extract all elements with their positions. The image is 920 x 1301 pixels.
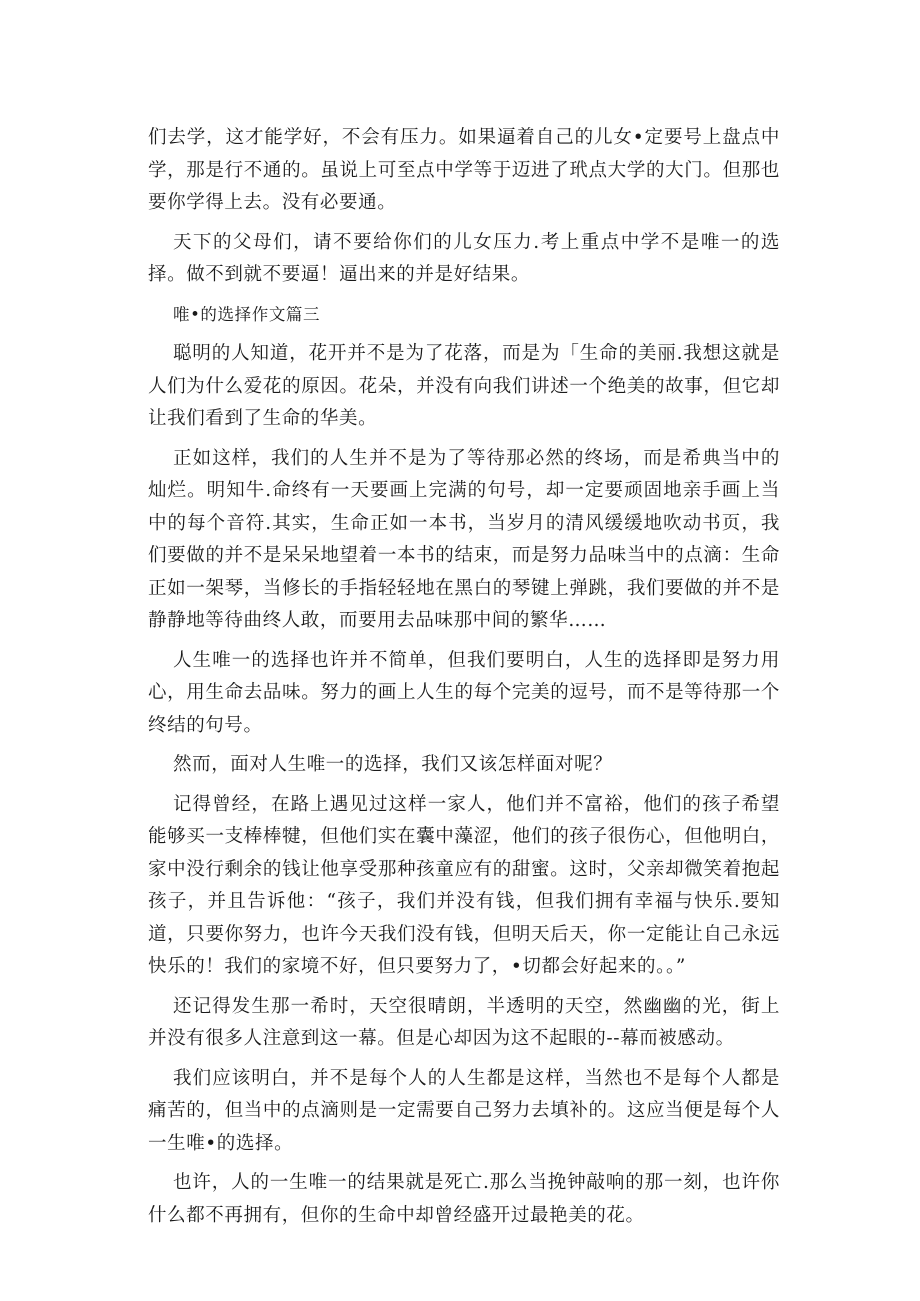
paragraph: 记得曾经，在路上遇见过这样一家人，他们并不富裕，他们的孩子希望能够买一支棒棒犍，但他们实在囊中藻涩，他们的孩子很伤心，但他明白，家中没行剩余的钱让他享受那种孩童应有的甜蜜。这时，父亲却微笑着抱起孩子，并且告诉他：“孩子，我们并没有钱，但我们拥有幸福与快乐.要知道，只要你努力，也许今天我们没有钱，但明天后天，你一定能让自己永远快乐的！我们的家境不好，但只要努力了，•切都会好起来的。。” — [148, 793, 780, 977]
paragraph-continuation: 们去学，这才能学好，不会有压力。如果逼着自己的儿女•定要号上盘点中学，那是行不通的。虽说上可至点中学等于迈进了玳点大学的大门。但那也要你学得上去。没有必要通。 — [148, 127, 780, 213]
paragraph: 还记得发生那一希时，天空很晴朗，半透明的天空，然幽幽的光，街上并没有很多人注意到这一幕。但是心却因为这不起眼的--幕而被感动。 — [148, 995, 780, 1049]
paragraph: 正如这样，我们的人生并不是为了等待那必然的终场，而是希典当中的灿烂。明知牛.命终有一天要画上完满的句号，却一定要顽固地亲手画上当中的每个音符.其实，生命正如一本书，当岁月的清风缓缓地吹动书页，我们要做的并不是呆呆地望着一本书的结束，而是努力品味当中的点滴：生命正如一架琴，当修长的手指轻轻地在黑白的琴键上弹跳，我们要做的并不是静静地等待曲终人敢，而要用去品味那中间的繁华…… — [148, 447, 780, 631]
section-heading: 唯•的选择作文篇三 — [173, 304, 321, 324]
paragraph: 人生唯一的选择也许并不简单，但我们要明白，人生的选择即是努力用心，用生命去品味。努力的画上人生的每个完美的逗号，而不是等待那一个终结的句号。 — [148, 649, 780, 736]
essay-body — [148, 122, 780, 1239]
paragraph: 天下的父母们，请不要给你们的儿女压力.考上重点中学不是唯一的选择。做不到就不要逼！逼出来的并是好结果。 — [148, 231, 780, 285]
paragraph: 我们应该明白，并不是每个人的人生都是这样，当然也不是每个人都是痛苦的，但当中的点滴则是一定需要自己努力去填补的。这应当便是每个人一生唯•的选择。 — [148, 1067, 780, 1154]
paragraph: 聪明的人知道，花开并不是为了花落，而是为「生命的美丽.我想这就是人们为什么爱花的原因。花朵，并没有向我们讲述一个绝美的故事，但它却让我们看到了生命的华美。 — [148, 343, 780, 429]
paragraph: 也许，人的一生唯一的结果就是死亡.那么当挽钟敲响的那一刻，也许你什么都不再拥有，但你的生命中却曾经盛开过最艳美的花。 — [148, 1172, 780, 1226]
paragraph: 然而，面对人生唯一的选择，我们又该怎样面对呢？ — [173, 754, 613, 775]
